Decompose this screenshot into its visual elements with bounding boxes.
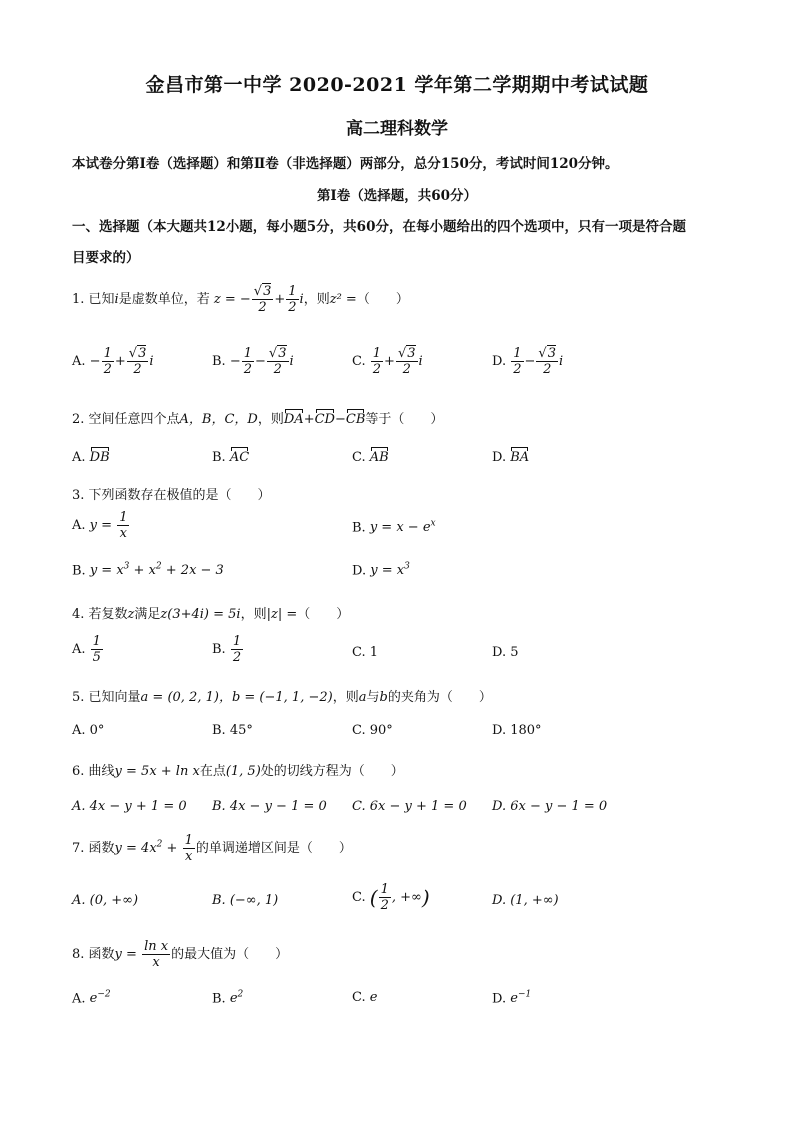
q3-option-b: B. $y = x - e^x$ — [352, 519, 436, 536]
question-2-stem: 2. 空间任意四个点A，B，C，D，则DA+CD−CB等于（ ） — [72, 412, 444, 427]
q8-option-c: C. e — [352, 990, 378, 1005]
q1-option-a: A. − $\frac{1}{2}$ + $\frac{√3}{2}$ i — [72, 346, 154, 377]
exam-subtitle: 高二理科数学 — [346, 119, 448, 139]
q3-option-d: D. $y = x^3$ — [352, 562, 410, 579]
q5-option-b: B. 45° — [212, 723, 253, 738]
q1-z-expression: z = − $\frac{√3}{2}$ + $\frac{1}{2}$ i — [213, 284, 304, 315]
q7-option-a: A. (0, +∞) — [72, 893, 139, 908]
q7-option-d: D. (1, +∞) — [492, 893, 559, 908]
q4-option-b: B. $\frac{1}{2}$ — [212, 634, 242, 665]
question-4-stem: 4. 若复数z满足z(3+4i) = 5i，则|z| =（ ） — [72, 607, 350, 622]
q6-option-c: C. 6x − y + 1 = 0 — [352, 799, 467, 814]
q4-option-d: D. 5 — [492, 645, 519, 660]
q8-option-a: A. $e^{-2}$ — [72, 990, 111, 1007]
exam-title: 金昌市第一中学 2020-2021 学年第二学期期中考试试题 — [145, 74, 649, 96]
question-6-stem: 6. 曲线y = 5x + ln x在点(1, 5)处的切线方程为（ ） — [72, 764, 404, 779]
q3-option-c: B. $y = x^3 + x^2 + 2x - 3$ — [72, 562, 224, 579]
q5-option-c: C. 90° — [352, 723, 393, 738]
question-5-stem: 5. 已知向量a = (0, 2, 1)，b = (−1, 1, −2)，则a与b的夹角为（ ） — [72, 690, 492, 705]
q6-option-d: D. 6x − y − 1 = 0 — [492, 799, 608, 814]
q6-option-b: B. 4x − y − 1 = 0 — [212, 799, 327, 814]
q8-option-d: D. $e^{-1}$ — [492, 990, 532, 1007]
q1-option-d: D. $\frac{1}{2}$ − $\frac{√3}{2}$ i — [492, 346, 564, 377]
q2-option-b: B. AC — [212, 450, 250, 465]
q5-option-d: D. 180° — [492, 723, 542, 738]
q3-option-a: A. y = $\frac{1}{x}$ — [72, 510, 128, 541]
q7-option-b: B. (−∞, 1) — [212, 893, 279, 908]
section-title: 第Ⅰ卷（选择题，共60分） — [316, 188, 478, 204]
instruction-line-2: 目要求的） — [72, 250, 140, 266]
question-8-stem: 8. 函数y = $\frac{\text{ln x}}{x}$ 的最大值为（ ） — [72, 939, 289, 970]
question-1-stem: 1. 已知i是虚数单位，若 z = − $\frac{√3}{2}$ + $\frac{1}{2}$ i，则z² =（ ） — [72, 284, 409, 315]
q8-option-b: B. $e^2$ — [212, 990, 244, 1007]
q5-option-a: A. 0° — [72, 723, 105, 738]
instruction-line-1: 一、选择题（本大题共12小题，每小题5分，共60分，在每小题给出的四个选项中，只有一项是符合题 — [72, 219, 686, 235]
question-7-stem: 7. 函数$y = 4x^2$ + $\frac{1}{x}$ 的单调递增区间是（ ） — [72, 833, 352, 864]
q1-option-b: B. − $\frac{1}{2}$ − $\frac{√3}{2}$ i — [212, 346, 294, 377]
q2-option-d: D. BA — [492, 450, 530, 465]
q2-option-a: A. DB — [72, 450, 110, 465]
q6-option-a: A. 4x − y + 1 = 0 — [72, 799, 187, 814]
q4-option-c: C. 1 — [352, 645, 379, 660]
q1-option-c: C. $\frac{1}{2}$ + $\frac{√3}{2}$ i — [352, 346, 423, 377]
q7-option-c: C. ( $\frac{1}{2}$ , +∞) — [352, 882, 430, 913]
question-3-stem: 3. 下列函数存在极值的是（ ） — [72, 488, 271, 503]
exam-intro: 本试卷分第Ⅰ卷（选择题）和第Ⅱ卷（非选择题）两部分，总分150分，考试时间120分钟。 — [72, 156, 619, 172]
q4-option-a: A. $\frac{1}{5}$ — [72, 634, 101, 665]
q2-option-c: C. AB — [352, 450, 389, 465]
